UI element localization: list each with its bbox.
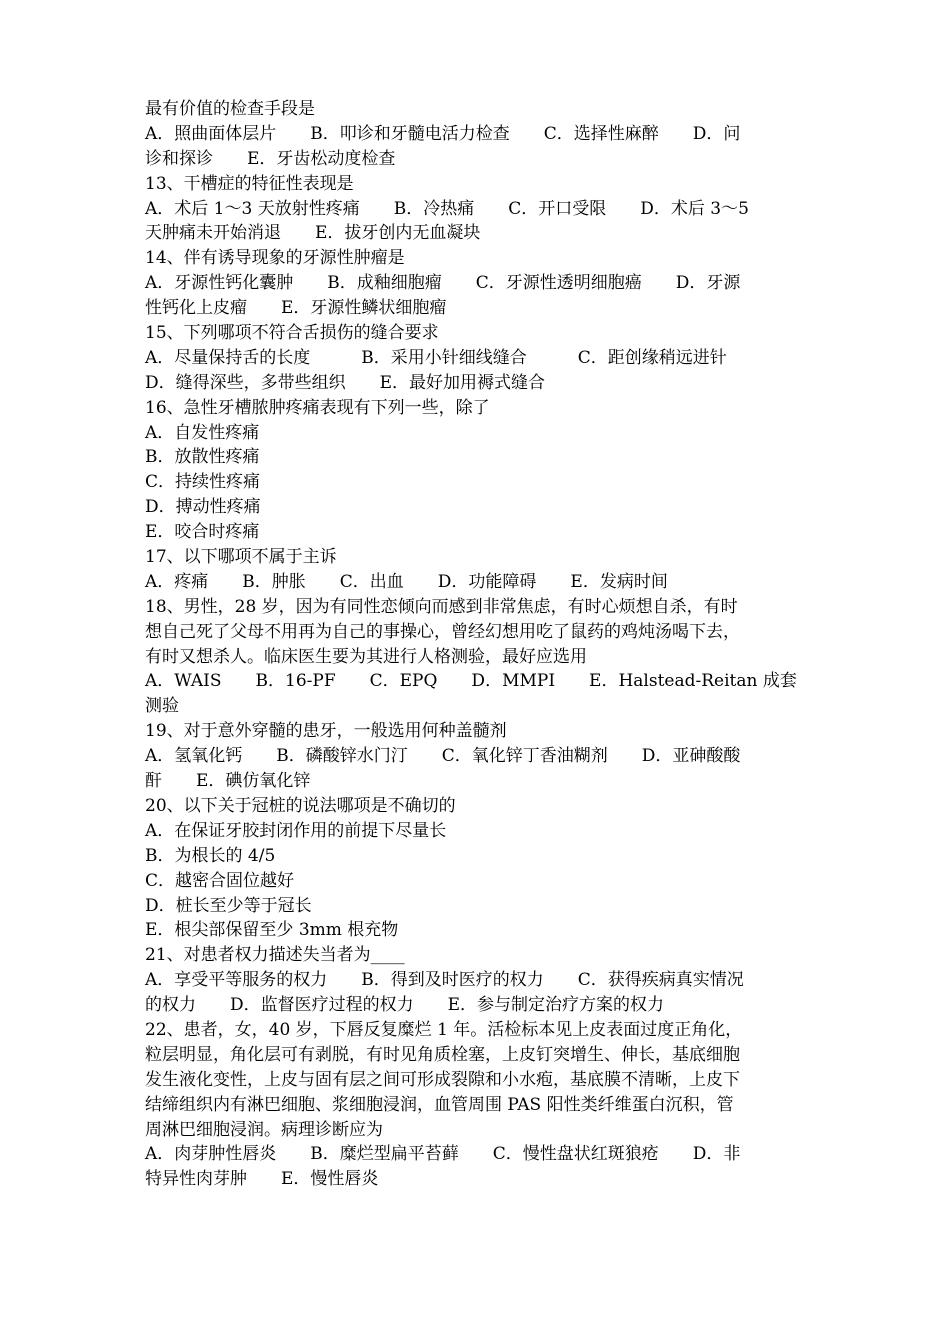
text-line: A．牙源性钙化囊肿 B．成釉细胞瘤 C．牙源性透明细胞癌 D．牙源 [145,273,741,294]
text-line: A．自发性疼痛 [145,422,260,443]
text-line: A．氢氧化钙 B．磷酸锌水门汀 C．氧化锌丁香油糊剂 D．亚砷酸酸 [145,746,741,767]
text-line: D．桩长至少等于冠长 [145,895,312,916]
text-line: 测验 [145,696,179,717]
text-line: 天肿痛未开始消退 E．拔牙创内无血凝块 [145,223,481,244]
text-line: 18、男性，28 岁，因为有同性恋倾向而感到非常焦虑，有时心烦想自杀，有时 [145,596,738,617]
text-line: 的权力 D．监督医疗过程的权力 E．参与制定治疗方案的权力 [145,995,665,1016]
text-line: 22、患者，女，40 岁，下唇反复糜烂 1 年。活检标本见上皮表面过度正角化， [145,1019,743,1040]
document-page [145,97,811,1192]
text-line: 发生液化变性，上皮与固有层之间可形成裂隙和小水疱，基底膜不清晰，上皮下 [145,1069,740,1090]
text-line: A．肉芽肿性唇炎 B．糜烂型扁平苔藓 C．慢性盘状红斑狼疮 D．非 [145,1144,741,1165]
text-line: D．搏动性疼痛 [145,497,261,518]
text-line: 特异性肉芽肿 E．慢性唇炎 [145,1169,379,1190]
text-line: 16、急性牙槽脓肿疼痛表现有下列一些，除了 [145,397,490,418]
text-line: B．为根长的 4/5 [145,845,276,866]
text-line: 性钙化上皮瘤 E．牙源性鳞状细胞瘤 [145,298,447,319]
text-line: 21、对患者权力描述失当者为____ [145,945,405,966]
text-line: A．疼痛 B．肿胀 C．出血 D．功能障碍 E．发病时间 [145,571,668,592]
text-line: A．享受平等服务的权力 B．得到及时医疗的权力 C．获得疾病真实情况 [145,970,744,991]
text-line: C．越密合固位越好 [145,870,295,891]
text-line: A．WAIS B．16-PF C．EPQ D．MMPI E．Halstead-Reitan 成套 [145,671,797,692]
text-line: 15、下列哪项不符合舌损伤的缝合要求 [145,323,439,344]
text-line: 14、伴有诱导现象的牙源性肿瘤是 [145,248,405,269]
text-line: C．持续性疼痛 [145,472,261,493]
text-line: 诊和探诊 E．牙齿松动度检查 [145,148,396,169]
text-line: 想自己死了父母不用再为自己的事操心，曾经幻想用吃了鼠药的鸡炖汤喝下去， [145,621,740,642]
text-line: B．放散性疼痛 [145,447,260,468]
text-line: 酐 E．碘仿氧化锌 [145,771,311,792]
text-line: A．术后 1～3 天放射性疼痛 B．冷热痛 C．开口受限 D．术后 3～5 [145,198,749,219]
text-line: A．尽量保持舌的长度 B．采用小针细线缝合 C．距创缘稍远进针 [145,347,727,368]
text-line: 19、对于意外穿髓的患牙，一般选用何种盖髓剂 [145,721,507,742]
text-line: 结缔组织内有淋巴细胞、浆细胞浸润，血管周围 PAS 阳性类纤维蛋白沉积，管 [145,1094,734,1115]
text-line: A．照曲面体层片 B．叩诊和牙髓电活力检查 C．选择性麻醉 D．问 [145,123,741,144]
text-line: D．缝得深些，多带些组织 E．最好加用褥式缝合 [145,372,546,393]
text-line: 13、干槽症的特征性表现是 [145,173,354,194]
text-line: 有时又想杀人。临床医生要为其进行人格测验，最好应选用 [145,646,587,667]
text-line: E．咬合时疼痛 [145,522,260,543]
text-line: 周淋巴细胞浸润。病理诊断应为 [145,1119,383,1140]
text-line: 最有价值的检查手段是 [145,99,315,119]
text-line: A．在保证牙胶封闭作用的前提下尽量长 [145,820,447,841]
text-line: 17、以下哪项不属于主诉 [145,547,337,568]
text-line: 20、以下关于冠桩的说法哪项是不确切的 [145,795,456,816]
text-line: 粒层明显，角化层可有剥脱，有时见角质栓塞，上皮钉突增生、伸长，基底细胞 [145,1044,740,1065]
text-line: E．根尖部保留至少 3mm 根充物 [145,920,399,941]
